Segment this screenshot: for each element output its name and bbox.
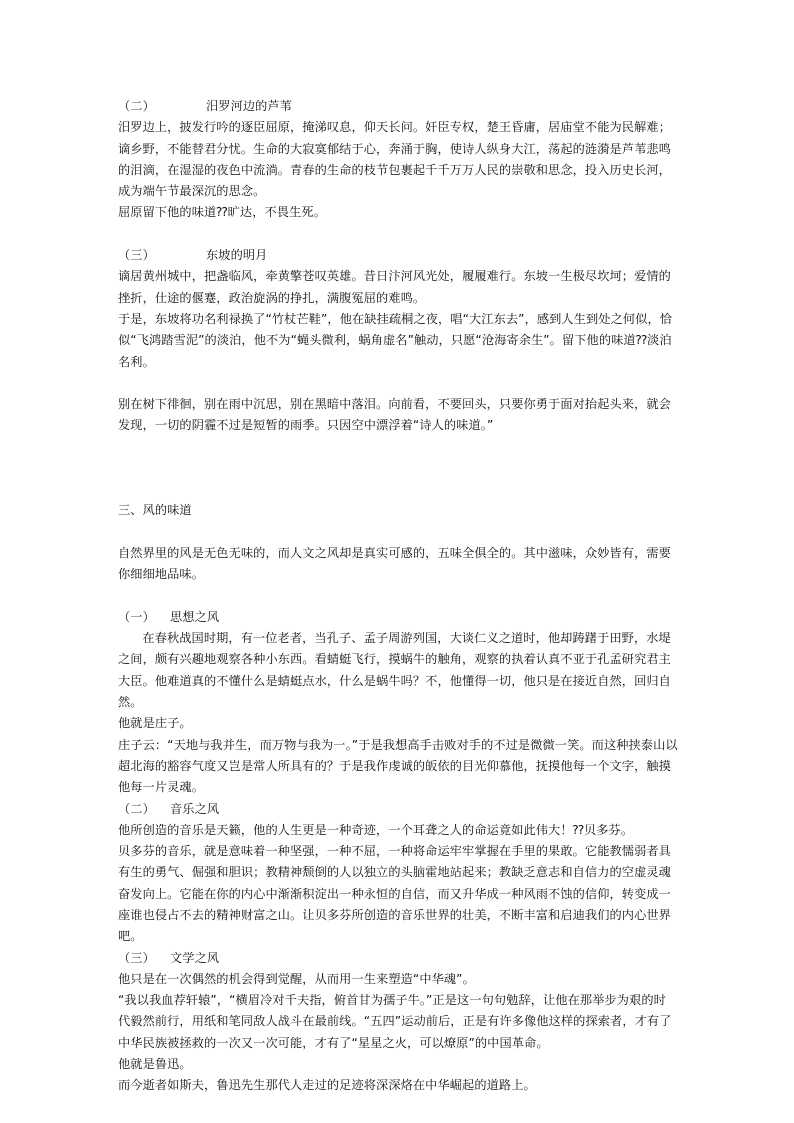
section-heading-wind: 三、风的味道 xyxy=(118,503,192,518)
subsection-heading-music xyxy=(118,799,678,820)
section-title: 东坡的明月 xyxy=(206,248,268,263)
subsection-number: （一） xyxy=(118,609,155,624)
paragraph-zhuangzi-name: 他就是庄子。 xyxy=(118,716,192,731)
paragraph-encouragement: 别在树下徘徊，别在雨中沉思，别在黑暗中落泪。向前看，不要回头，只要你勇于面对抬起头来，就会发现，一切的阴霾不过是短暂的雨季。只因空中漂浮着“诗人的味道。” xyxy=(118,397,671,433)
subsection-title: 音乐之风 xyxy=(170,801,220,816)
paragraph-dongpo-legacy: 于是，东坡将功名利禄换了“竹杖芒鞋”，他在缺挂疏桐之夜，唱“大江东去”，感到人生到处之何似，恰似“飞鸿踏雪泥”的淡泊，他不为“蝇头微利，蜗角虚名”触动，只愿“沧海寄余生”。留下他的味道⁇淡泊名利。 xyxy=(118,311,673,369)
section-number: （二） xyxy=(118,99,155,113)
paragraph-zhuangzi-quote: 庄子云：“天地与我并生，而万物与我为一。”于是我想高手击败对手的不过是微微一笑。而这种挟泰山以超北海的豁容气度又岂是常人所具有的？于是我作虔诚的皈依的目光仰慕他，抚摸他每一个文字，触摸他每一片灵魂。 xyxy=(118,737,678,795)
paragraph-beethoven-music: 贝多芬的音乐，就是意味着一种坚强，一种不屈，一种将命运牢牢掌握在手里的果敢。它能教懦弱者具有生的勇气、倔强和胆识；教精神颓倒的人以独立的头脑霍地站起来；教缺乏意志和自信力的空虚灵魂奋发向上。它能在你的内心中渐渐积淀出一种永恒的自信，而又升华成一种风雨不蚀的信仰，转变成一座谁也侵占不去的精神财富之山。让贝多芬所创造的音乐世界的壮美，不断丰富和启迪我们的内心世界吧。 xyxy=(118,844,671,944)
subsection-title: 文学之风 xyxy=(170,950,220,965)
subsection-number: （三） xyxy=(118,950,155,965)
paragraph-dongpo-exile: 谪居黄州城中，把盏临风，牵黄擎苍叹英雄。昔日汴河风光处，履履难行。东坡一生极尽坎坷；爱情的挫折，仕途的偃蹇，政治旋涡的挣扎，满腹冤屈的难鸣。 xyxy=(118,269,671,305)
document-page xyxy=(118,96,678,1097)
subsection-heading-literature xyxy=(118,948,678,969)
section-heading-dongpo xyxy=(118,245,678,266)
subsection-number: （二） xyxy=(118,801,155,816)
subsection-title: 思想之风 xyxy=(170,609,220,624)
section-number: （三） xyxy=(118,248,155,263)
paragraph-luxun-awakening: 他只是在一次偶然的机会得到觉醒，从而用一生来塑造“中华魂”。 xyxy=(118,971,475,986)
paragraph-quyuan-story: 汨罗边上，披发行吟的逐臣屈原，掩涕叹息，仰天长问。奸臣专权，楚王昏庸，居庙堂不能为民解难；谪乡野，不能替君分忧。生命的大寂寞郁结于心，奔涌于胸，使诗人纵身大江，荡起的涟漪是芦苇悲鸣的泪滴，在湿湿的夜色中流淌。青春的生命的枝节包裹起千千万万人民的崇敬和思念，投入历史长河，成为端午节最深沉的思念。 xyxy=(118,120,671,199)
paragraph-luxun-closing: 而今逝者如斯夫，鲁迅先生那代人走过的足迹将深深烙在中华崛起的道路上。 xyxy=(118,1078,536,1093)
section-title: 汨罗河边的芦苇 xyxy=(206,99,293,113)
paragraph-beethoven-intro: 他所创造的音乐是天籁，他的人生更是一种奇迹，一个耳聋之人的命运竟如此伟大！⁇贝多芬。 xyxy=(118,822,634,837)
paragraph-luxun-name: 他就是鲁迅。 xyxy=(118,1057,192,1072)
paragraph-zhuangzi-story: 在春秋战国时期，有一位老者，当孔子、孟子周游列国，大谈仁义之道时，他却踌躇于田野，水堤之间，颇有兴趣地观察各种小东西。看蜻蜓飞行，摸蜗牛的触角，观察的执着认真不亚于孔孟研究君主大臣。他难道真的不懂什么是蜻蜓点水，什么是蜗牛吗？不，他懂得一切，他只是在接近自然，回归自然。 xyxy=(118,631,671,710)
subsection-heading-thought xyxy=(118,607,678,628)
paragraph-luxun-quotes: “我以我血荐轩辕”，“横眉冷对千夫指，俯首甘为孺子牛。”正是这一句句勉辞，让他在那举步为艰的时代毅然前行，用纸和笔同敌人战斗在最前线。“五四”运动前后，正是有许多像他这样的探索者，才有了中华民族被拯救的一次又一次可能，才有了“星星之火，可以燎原”的中国革命。 xyxy=(118,993,672,1050)
paragraph-quyuan-legacy: 屈原留下他的味道⁇旷达，不畏生死。 xyxy=(118,205,326,220)
paragraph-wind-intro: 自然界里的风是无色无味的，而人文之风却是真实可感的，五味全俱全的。其中滋味，众妙皆有，需要你细细地品味。 xyxy=(118,545,671,582)
section-heading-quyuan xyxy=(118,96,678,117)
